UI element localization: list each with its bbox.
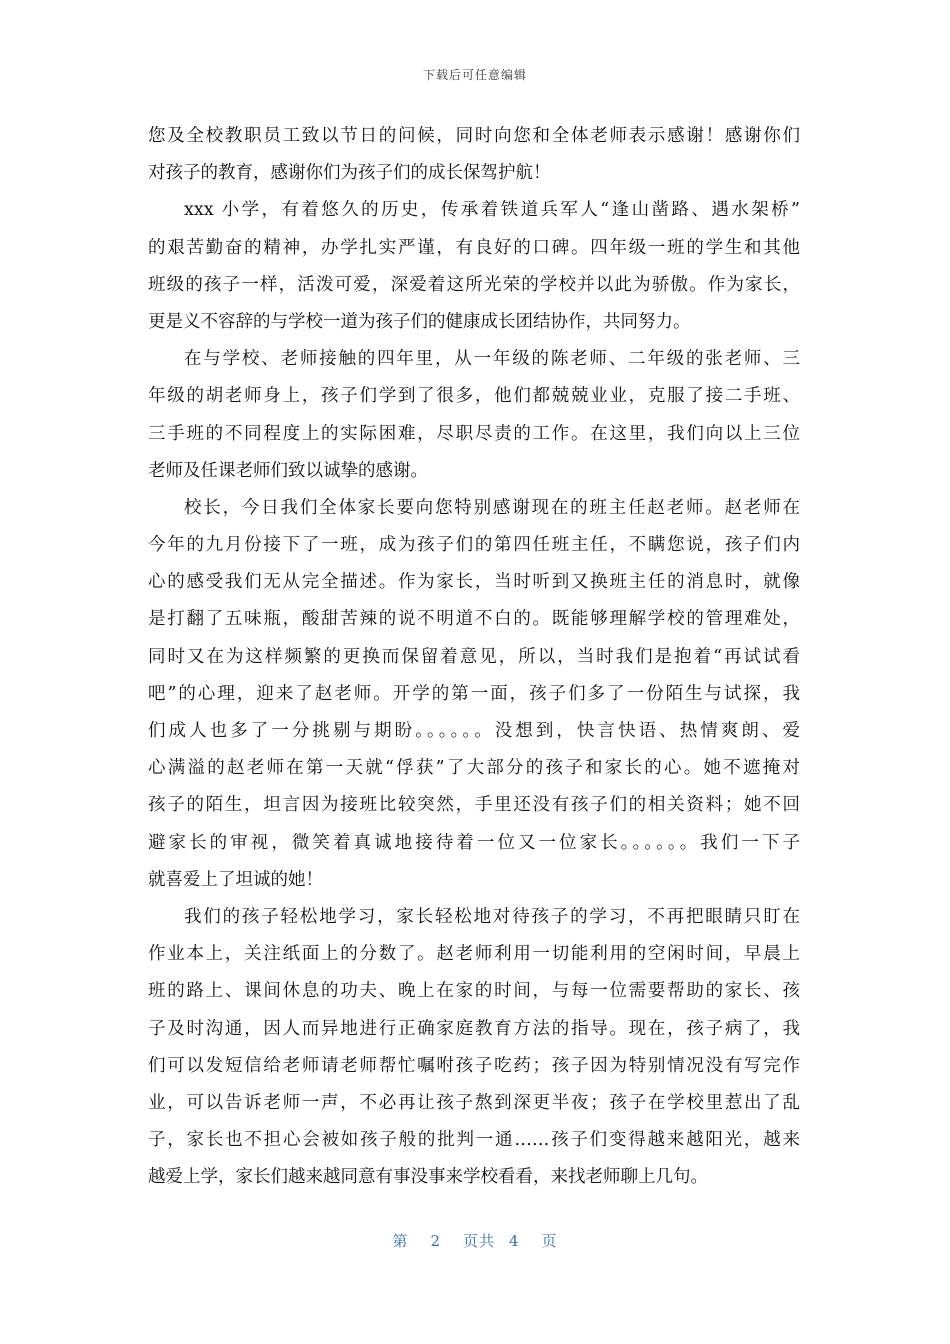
text-line: 班的路上、课间休息的功夫、晚上在家的时间，与每一位需要帮助的家长、孩 xyxy=(148,981,800,1002)
text-line: 们可以发短信给老师请老师帮忙嘱咐孩子吃药；孩子因为特别情况没有写完作 xyxy=(148,1055,800,1076)
text-line: 子，家长也不担心会被如孩子般的批判一通……孩子们变得越来越阳光，越来 xyxy=(148,1130,800,1151)
text-line: 对孩子的教育，感谢你们为孩子们的成长保驾护航！ xyxy=(148,163,551,184)
text-line: 年级的胡老师身上，孩子们学到了很多，他们都兢兢业业，克服了接二手班、 xyxy=(148,386,800,407)
text-line: xxx 小学，有着悠久的历史，传承着铁道兵军人“逢山凿路、遇水架桥” xyxy=(184,200,800,221)
text-line: 我们的孩子轻松地学习，家长轻松地对待孩子的学习，不再把眼睛只盯在 xyxy=(184,906,800,927)
text-line: 就喜爱上了坦诚的她！ xyxy=(148,869,323,890)
footer-middle: 页共 xyxy=(462,1232,495,1250)
text-line: 作业本上，关注纸面上的分数了。赵老师利用一切能利用的空闲时间，早晨上 xyxy=(148,944,800,965)
text-line: 避家长的审视，微笑着真诚地接待着一位又一位家长。。。。。。我们一下子 xyxy=(148,832,800,853)
text-line: 孩子的陌生，坦言因为接班比较突然，手里还没有孩子们的相关资料；她不回 xyxy=(148,795,800,816)
text-line: 更是义不容辞的与学校一道为孩子们的健康成长团结协作，共同努力。 xyxy=(148,311,691,332)
text-line: 吧”的心理，迎来了赵老师。开学的第一面，孩子们多了一份陌生与试探，我 xyxy=(148,683,800,704)
footer-prefix: 第 xyxy=(392,1232,409,1250)
text-line: 的艰苦勤奋的精神，办学扎实严谨，有良好的口碑。四年级一班的学生和其他 xyxy=(148,237,800,258)
text-line: 业，可以告诉老师一声，不必再让孩子熬到深更半夜；孩子在学校里惹出了乱 xyxy=(148,1092,800,1113)
text-line: 心满溢的赵老师在第一天就“俘获”了大部分的孩子和家长的心。她不遮掩对 xyxy=(148,758,800,779)
footer-suffix: 页 xyxy=(541,1232,558,1250)
text-line: 在与学校、老师接触的四年里，从一年级的陈老师、二年级的张老师、三 xyxy=(184,349,800,370)
page-header: 下载后可任意编辑 xyxy=(422,68,527,82)
text-line: 三手班的不同程度上的实际困难，尽职尽责的工作。在这里，我们向以上三位 xyxy=(148,423,800,444)
text-line: 越爱上学，家长们越来越同意有事没事来学校看看，来找老师聊上几句。 xyxy=(148,1167,708,1188)
text-line: 心的感受我们无从完全描述。作为家长，当时听到又换班主任的消息时，就像 xyxy=(148,572,800,593)
text-line: 子及时沟通，因人而异地进行正确家庭教育方法的指导。现在，孩子病了，我 xyxy=(148,1018,800,1039)
total-pages-number: 4 xyxy=(509,1232,520,1250)
text-line: 今年的九月份接下了一班，成为孩子们的第四任班主任，不瞒您说，孩子们内 xyxy=(148,535,800,556)
document-body xyxy=(148,118,800,1196)
current-page-number: 2 xyxy=(430,1232,441,1250)
text-line: 同时又在为这样频繁的更换而保留着意见，所以，当时我们是抱着“再试试看 xyxy=(148,646,800,667)
text-line: 老师及任课老师们致以诚挚的感谢。 xyxy=(148,460,428,481)
text-line: 班级的孩子一样，活泼可爱，深爱着这所光荣的学校并以此为骄傲。作为家长， xyxy=(148,274,800,295)
text-line: 们成人也多了一分挑剔与期盼。。。。。。没想到，快言快语、热情爽朗、爱 xyxy=(148,721,800,741)
text-line: 校长，今日我们全体家长要向您特别感谢现在的班主任赵老师。赵老师在 xyxy=(184,497,800,518)
text-line: 是打翻了五味瓶，酸甜苦辣的说不明道不白的。既能够理解学校的管理难处， xyxy=(148,609,800,630)
page-footer xyxy=(0,1230,950,1251)
text-line: 您及全校教职员工致以节日的问候，同时向您和全体老师表示感谢！感谢你们 xyxy=(148,126,800,146)
